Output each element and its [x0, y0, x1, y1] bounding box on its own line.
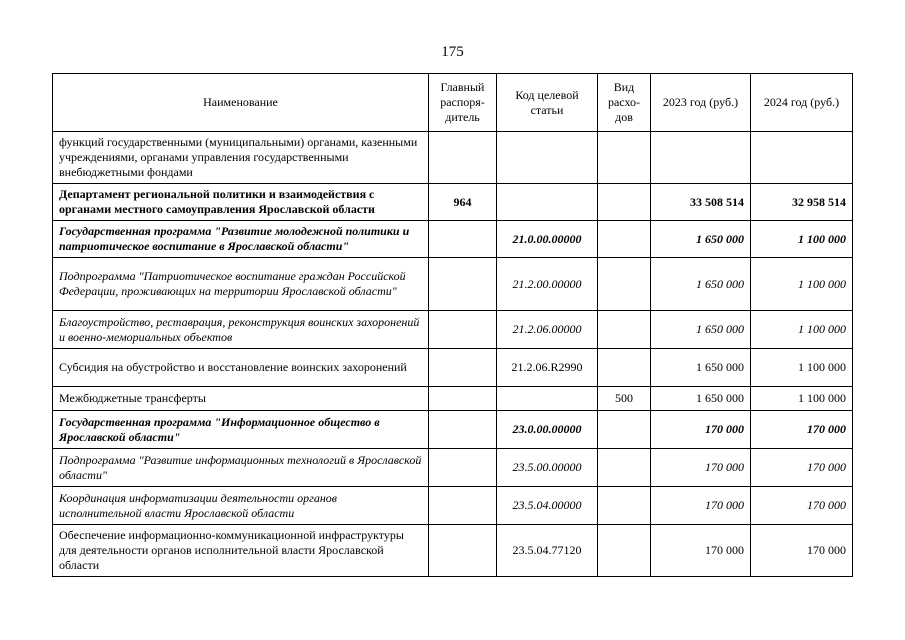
row-code: 21.2.06.R2990	[497, 349, 598, 387]
row-2024: 170 000	[751, 449, 853, 487]
row-name: Государственная программа "Информационное общество в Ярославской области"	[53, 411, 429, 449]
row-admin	[429, 132, 497, 184]
row-admin	[429, 349, 497, 387]
row-code: 21.2.06.00000	[497, 311, 598, 349]
page-number: 175	[441, 44, 464, 60]
row-admin	[429, 487, 497, 525]
row-2023	[651, 132, 751, 184]
row-2024: 1 100 000	[751, 349, 853, 387]
table-row	[53, 525, 853, 577]
row-name: Координация информатизации деятельности органов исполнительной власти Ярославской области	[53, 487, 429, 525]
row-name: Подпрограмма "Развитие информационных технологий в Ярославской области"	[53, 449, 429, 487]
row-2023: 33 508 514	[651, 184, 751, 221]
row-expense-type	[598, 411, 651, 449]
row-2024: 1 100 000	[751, 311, 853, 349]
table-row	[53, 221, 853, 258]
row-admin	[429, 221, 497, 258]
table-row	[53, 487, 853, 525]
table-row	[53, 349, 853, 387]
row-2023: 170 000	[651, 487, 751, 525]
row-expense-type	[598, 311, 651, 349]
row-2023: 1 650 000	[651, 221, 751, 258]
row-expense-type	[598, 449, 651, 487]
header-2024: 2024 год (руб.)	[751, 74, 853, 132]
header-admin: Главный распоря-дитель	[429, 74, 497, 132]
row-name: Благоустройство, реставрация, реконструкция воинских захоронений и военно-мемориальных объектов	[53, 311, 429, 349]
table-row	[53, 449, 853, 487]
row-2023: 170 000	[651, 411, 751, 449]
header-name: Наименование	[53, 74, 429, 132]
table-row	[53, 387, 853, 411]
row-admin	[429, 311, 497, 349]
row-code: 23.5.00.00000	[497, 449, 598, 487]
row-2024: 170 000	[751, 487, 853, 525]
row-expense-type	[598, 221, 651, 258]
row-2024: 32 958 514	[751, 184, 853, 221]
row-2023: 1 650 000	[651, 311, 751, 349]
row-expense-type: 500	[598, 387, 651, 411]
row-2024: 170 000	[751, 411, 853, 449]
row-admin	[429, 411, 497, 449]
row-2023: 1 650 000	[651, 349, 751, 387]
budget-table	[52, 73, 853, 577]
row-admin	[429, 525, 497, 577]
row-expense-type	[598, 184, 651, 221]
row-2024: 1 100 000	[751, 387, 853, 411]
row-code: 23.0.00.00000	[497, 411, 598, 449]
table-row	[53, 132, 853, 184]
row-expense-type	[598, 349, 651, 387]
header-2023: 2023 год (руб.)	[651, 74, 751, 132]
table-row	[53, 411, 853, 449]
row-expense-type	[598, 487, 651, 525]
row-admin	[429, 258, 497, 311]
header-code: Код целевой статьи	[497, 74, 598, 132]
row-code	[497, 184, 598, 221]
row-admin	[429, 449, 497, 487]
row-name: Департамент региональной политики и взаимодействия с органами местного самоуправления Ярославской области	[53, 184, 429, 221]
table-row	[53, 311, 853, 349]
row-expense-type	[598, 132, 651, 184]
row-code	[497, 387, 598, 411]
row-code: 23.5.04.00000	[497, 487, 598, 525]
row-2024	[751, 132, 853, 184]
row-name: Подпрограмма "Патриотическое воспитание граждан Российской Федерации, проживающих на территории Ярославской области"	[53, 258, 429, 311]
row-code: 21.2.00.00000	[497, 258, 598, 311]
row-admin	[429, 387, 497, 411]
row-name: Государственная программа "Развитие молодежной политики и патриотическое воспитание в Ярославской области"	[53, 221, 429, 258]
header-expense-type: Вид расхо-дов	[598, 74, 651, 132]
table-header-row	[53, 74, 853, 132]
row-code	[497, 132, 598, 184]
row-name: Субсидия на обустройство и восстановление воинских захоронений	[53, 349, 429, 387]
row-expense-type	[598, 258, 651, 311]
row-admin: 964	[429, 184, 497, 221]
row-2024: 1 100 000	[751, 258, 853, 311]
row-name: функций государственными (муниципальными) органами, казенными учреждениями, органами управления государственными внебюджетными фондами	[53, 132, 429, 184]
row-name: Обеспечение информационно-коммуникационной инфраструктуры для деятельности органов исполнительной власти Ярославской области	[53, 525, 429, 577]
row-2023: 1 650 000	[651, 258, 751, 311]
row-2024: 1 100 000	[751, 221, 853, 258]
table-row	[53, 184, 853, 221]
row-code: 23.5.04.77120	[497, 525, 598, 577]
row-2023: 1 650 000	[651, 387, 751, 411]
row-2023: 170 000	[651, 525, 751, 577]
row-2023: 170 000	[651, 449, 751, 487]
row-name: Межбюджетные трансферты	[53, 387, 429, 411]
table-row	[53, 258, 853, 311]
row-code: 21.0.00.00000	[497, 221, 598, 258]
row-expense-type	[598, 525, 651, 577]
row-2024: 170 000	[751, 525, 853, 577]
